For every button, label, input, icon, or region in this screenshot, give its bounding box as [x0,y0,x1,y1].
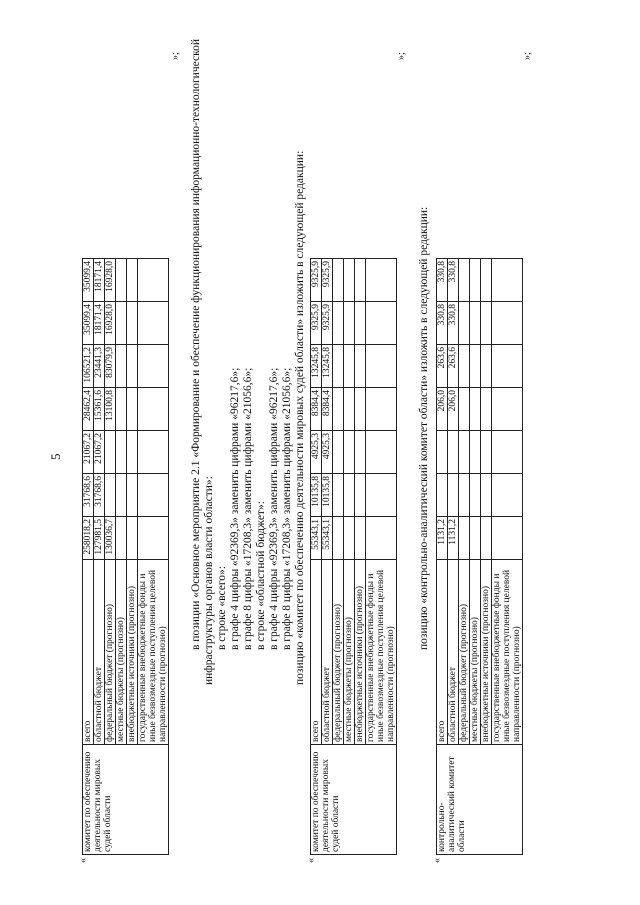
value-cell [492,259,523,302]
value-cell [492,517,523,560]
source-label-cell: областной бюджет [448,560,459,745]
value-cell [481,388,492,431]
value-cell [366,345,397,388]
value-cell [492,302,523,345]
value-cell: 4925,3 [311,431,322,474]
value-cell [448,431,459,474]
value-cell [138,259,169,302]
open-quote-2: « [306,858,317,863]
value-cell [437,474,448,517]
value-cell [138,388,169,431]
value-cell: 9325,9 [322,302,333,345]
value-cell [344,431,355,474]
value-cell [366,259,397,302]
source-label-cell: федеральный бюджет (прогнозно) [333,560,344,745]
value-cell [116,345,127,388]
value-cell: 31768,6 [83,474,94,517]
value-cell [127,388,138,431]
value-cell [366,302,397,345]
value-cell [138,431,169,474]
value-cell [116,259,127,302]
value-cell: 263,6 [437,345,448,388]
source-label-cell: внебюджетные источники (прогнозно) [127,560,138,745]
organization-cell: контрольно-аналитический комитет области [437,745,523,855]
source-label-cell: областной бюджет [94,560,105,745]
value-cell: 330,8 [437,259,448,302]
value-cell [366,388,397,431]
value-cell [492,388,523,431]
value-cell: 8384,4 [311,388,322,431]
organization-cell: комитет по обеспечению деятельности мировых судей области [83,745,169,855]
value-cell: 9325,9 [322,259,333,302]
page-number: 5 [48,453,63,460]
table-row [437,259,448,855]
value-cell [492,431,523,474]
value-cell [138,517,169,560]
value-cell [481,474,492,517]
value-cell: 9325,9 [311,302,322,345]
source-label-cell: местные бюджеты (прогнозно) [344,560,355,745]
value-cell [333,431,344,474]
value-cell: 18171,4 [94,259,105,302]
close-quote-3: »; [522,52,533,60]
value-cell: 28462,4 [83,388,94,431]
text-line: в позиции «Основное мероприятие 2.1 «Формирование и обеспечение функционирования информационно-технологической [190,38,202,650]
value-cell: 35099,4 [83,259,94,302]
value-cell: 4925,3 [322,431,333,474]
value-cell: 21067,2 [94,431,105,474]
value-cell [355,302,366,345]
value-cell: 330,8 [448,259,459,302]
value-cell: 55343,1 [322,517,333,560]
finance-table-1 [82,258,169,855]
value-cell [138,474,169,517]
value-cell: 16928,0 [105,259,116,302]
value-cell [105,474,116,517]
value-cell [459,431,470,474]
value-cell [459,517,470,560]
value-cell [333,259,344,302]
value-cell [366,517,397,560]
value-cell [355,345,366,388]
value-cell: 16928,0 [105,302,116,345]
value-cell [344,345,355,388]
value-cell [344,474,355,517]
value-cell [344,388,355,431]
text-line: в строке «всего»: [216,566,228,650]
value-cell: 263,6 [448,345,459,388]
value-cell [470,431,481,474]
value-cell [116,474,127,517]
value-cell [437,431,448,474]
value-cell: 206,0 [437,388,448,431]
value-cell [333,474,344,517]
text-line: в графе 8 цифры «17208,3» заменить цифрами «21056,6»; [281,367,293,650]
open-quote-3: « [432,858,443,863]
value-cell: 9325,9 [311,259,322,302]
finance-table-3 [436,258,523,855]
value-cell: 1131,2 [448,517,459,560]
value-cell: 13245,8 [311,345,322,388]
value-cell: 18171,4 [94,302,105,345]
close-quote-2: »; [396,52,407,60]
value-cell: 13245,8 [322,345,333,388]
value-cell [344,302,355,345]
value-cell [333,302,344,345]
value-cell [333,517,344,560]
value-cell: 258018,2 [83,517,94,560]
value-cell [366,474,397,517]
value-cell [481,302,492,345]
value-cell [127,474,138,517]
value-cell [138,345,169,388]
value-cell: 15361,6 [94,388,105,431]
source-label-cell: государственные внебюджетные фонды и иные безвозмездные поступления целевой направленности (прогнозно) [138,560,169,745]
value-cell: 10135,8 [322,474,333,517]
source-label-cell: всего [83,560,94,745]
value-cell [333,388,344,431]
value-cell: 127981,5 [94,517,105,560]
value-cell [481,259,492,302]
source-label-cell: внебюджетные источники (прогнозно) [355,560,366,745]
value-cell [459,474,470,517]
value-cell [116,431,127,474]
table-row [311,259,322,855]
value-cell [492,345,523,388]
text-line: в графе 4 цифры «92369,3» заменить цифрами «96217,6»; [229,367,241,650]
value-cell: 330,8 [448,302,459,345]
value-cell [355,259,366,302]
source-label-cell: всего [437,560,448,745]
value-cell [470,388,481,431]
value-cell [448,474,459,517]
value-cell [470,259,481,302]
source-label-cell: местные бюджеты (прогнозно) [470,560,481,745]
finance-table-2 [310,258,397,855]
value-cell [127,302,138,345]
value-cell [355,431,366,474]
value-cell [459,302,470,345]
source-label-cell: местные бюджеты (прогнозно) [116,560,127,745]
text-line: позицию «комитет по обеспечению деятельности мировых судей области» изложить в следующей редакции: [294,150,306,685]
value-cell [366,431,397,474]
value-cell: 21067,2 [83,431,94,474]
value-cell [470,302,481,345]
text-line: в графе 8 цифры «17208,3» заменить цифрами «21056,6»; [242,367,254,650]
source-label-cell: государственные внебюджетные фонды и иные безвозмездные поступления целевой направленности (прогнозно) [492,560,523,745]
value-cell [470,345,481,388]
value-cell [344,517,355,560]
value-cell [127,345,138,388]
value-cell: 206,0 [448,388,459,431]
value-cell [355,388,366,431]
value-cell [470,517,481,560]
source-label-cell: федеральный бюджет (прогнозно) [459,560,470,745]
value-cell [116,388,127,431]
organization-cell: комитет по обеспечению деятельности мировых судей области [311,745,397,855]
value-cell [459,259,470,302]
value-cell [459,388,470,431]
value-cell [127,259,138,302]
source-label-cell: областной бюджет [322,560,333,745]
value-cell [459,345,470,388]
close-quote-1: »; [170,52,181,60]
value-cell [105,431,116,474]
value-cell [355,474,366,517]
value-cell: 13100,8 [105,388,116,431]
source-label-cell: внебюджетные источники (прогнозно) [481,560,492,745]
value-cell: 35099,4 [83,302,94,345]
source-label-cell: федеральный бюджет (прогнозно) [105,560,116,745]
value-cell [127,517,138,560]
value-cell: 106521,2 [83,345,94,388]
text-line: в строке «областной бюджет»: [255,501,267,650]
value-cell [116,302,127,345]
value-cell: 23441,3 [94,345,105,388]
value-cell [481,431,492,474]
text-line: инфраструктуры органов власти области»: [203,476,215,685]
value-cell [127,431,138,474]
source-label-cell: государственные внебюджетные фонды и иные безвозмездные поступления целевой направленности (прогнозно) [366,560,397,745]
text-line: в графе 4 цифры «92369,3» заменить цифрами «96217,6»; [268,367,280,650]
table-row [83,259,94,855]
value-cell [481,517,492,560]
value-cell [470,474,481,517]
value-cell: 55343,1 [311,517,322,560]
source-label-cell: всего [311,560,322,745]
value-cell [344,259,355,302]
value-cell: 83079,9 [105,345,116,388]
value-cell: 330,8 [437,302,448,345]
value-cell [138,302,169,345]
value-cell [492,474,523,517]
value-cell: 1131,2 [437,517,448,560]
value-cell: 130036,7 [105,517,116,560]
value-cell: 31768,6 [94,474,105,517]
text-line: позицию «контрольно-аналитический комитет области» изложить в следующей редакции: [418,206,430,650]
value-cell [116,517,127,560]
value-cell: 8384,4 [322,388,333,431]
value-cell [355,517,366,560]
open-quote-1: « [78,858,89,863]
value-cell [333,345,344,388]
value-cell: 10135,8 [311,474,322,517]
value-cell [481,345,492,388]
